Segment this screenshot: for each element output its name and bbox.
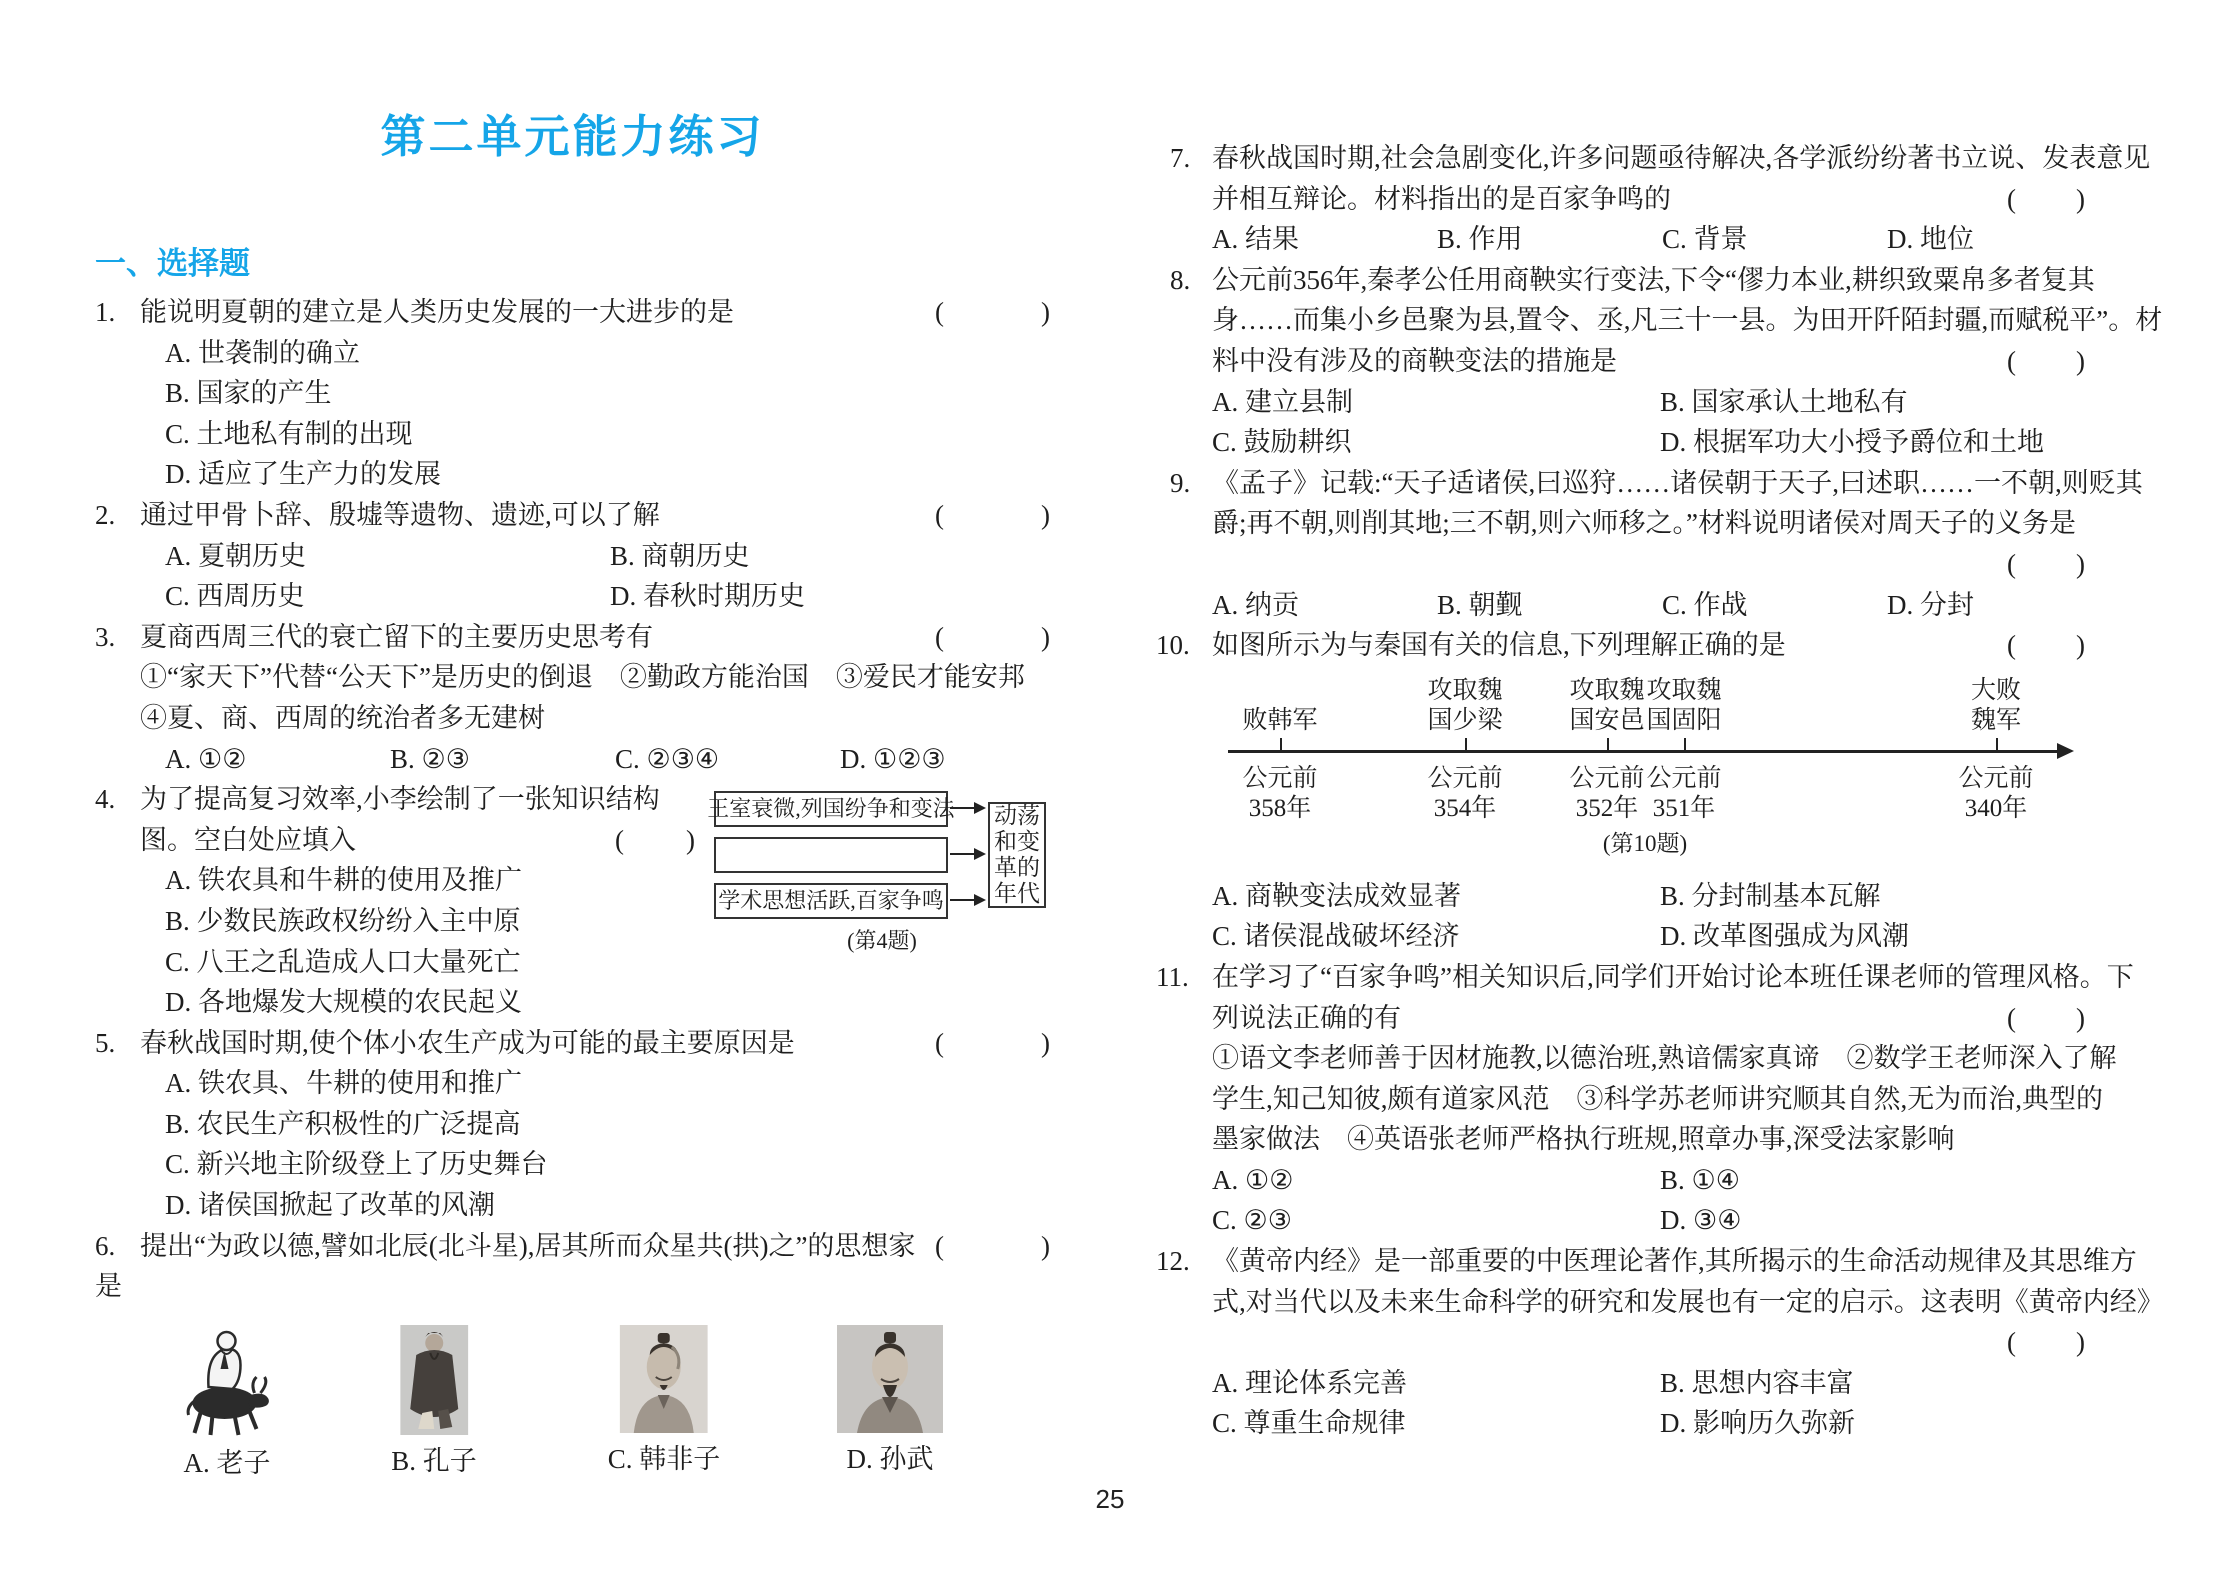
- question-4: [95, 779, 1050, 1023]
- timeline-tick: [1280, 738, 1282, 751]
- question-7-text-line2-row: [1170, 179, 2190, 220]
- page-number: 25: [1095, 1484, 1125, 1514]
- question-11-text-line2: 列说法正确的有: [1212, 1002, 1401, 1033]
- right-arrow-icon: [950, 807, 974, 809]
- timeline-year-1: 公元前 358年: [1242, 764, 1318, 822]
- question-9-option-d: D. 分封: [1887, 589, 1974, 620]
- question-11-option-c: C. ②③: [1212, 1205, 1292, 1236]
- question-7-option-c: C. 背景: [1662, 224, 1748, 255]
- question-8-options-row-1: [1170, 382, 2190, 423]
- question-11-options-row-2: [1170, 1200, 2190, 1241]
- question-3-items-1: ①“家天下”代替“公天下”是历史的倒退 ②勤政方能治国 ③爱民才能安邦: [140, 662, 1025, 693]
- question-4-text-line1: 为了提高复习效率,小李绘制了一张知识结构: [140, 784, 660, 815]
- timeline-tick: [1684, 738, 1686, 751]
- question-6: [95, 1226, 1050, 1510]
- page-title: 第二单元能力练习: [380, 111, 765, 162]
- question-9-option-b: B. 朝觐: [1437, 589, 1523, 620]
- question-6-stem: [95, 1226, 1050, 1307]
- answer-bracket: ( ): [2007, 1002, 2085, 1033]
- question-2-options-row-2: [95, 576, 1050, 617]
- question-12-bracket-row: [1170, 1322, 2190, 1363]
- question-10-text: 如图所示为与秦国有关的信息,下列理解正确的是: [1212, 630, 1786, 661]
- right-arrow-icon: [950, 853, 974, 855]
- question-11-items-1: ①语文李老师善于因材施教,以德治班,熟谙儒家真谛 ②数学王老师深入了解: [1212, 1043, 2117, 1074]
- question-11-options-row-1: [1170, 1160, 2190, 1201]
- question-9-number: 9.: [1170, 467, 1191, 498]
- question-7-text-line2: 并相互辩论。材料指出的是百家争鸣的: [1212, 183, 1671, 214]
- answer-bracket: ( ): [935, 621, 1050, 652]
- question-4-option-a: A. 铁农具和牛耕的使用及推广: [165, 865, 522, 896]
- section-header: 一、选择题: [95, 246, 250, 281]
- question-5-option-c: C. 新兴地主阶级登上了历史舞台: [165, 1149, 548, 1180]
- question-8-option-b: B. 国家承认土地私有: [1660, 386, 1908, 417]
- left-column: [95, 0, 1050, 1510]
- question-11-text-line2-row: [1170, 998, 2190, 1039]
- question-11: [1156, 957, 2190, 1241]
- question-11-items-3: 墨家做法 ④英语张老师严格执行班规,照章办事,深受法家影响: [1212, 1124, 1955, 1155]
- philosopher-figures: [95, 1325, 1050, 1510]
- figure-hanfeizi: [608, 1325, 721, 1473]
- right-arrow-icon: [950, 899, 974, 901]
- laozi-riding-ox-image: [181, 1325, 274, 1437]
- question-12-option-a: A. 理论体系完善: [1212, 1367, 1407, 1398]
- question-4-text-line2-row: [95, 820, 695, 861]
- question-8-option-a: A. 建立县制: [1212, 386, 1353, 417]
- figure-caption: (第4题): [847, 928, 917, 954]
- question-6-text: 提出“为政以德,譬如北辰(北斗星),居其所而众星共(拱)之”的思想家是: [95, 1230, 916, 1302]
- timeline-event-1: 败韩军: [1242, 706, 1318, 734]
- question-4-text-line2: 图。空白处应填入: [140, 824, 356, 855]
- timeline-axis-arrow: [1228, 750, 2058, 753]
- question-1-text: 能说明夏朝的建立是人类历史发展的一大进步的是: [140, 297, 734, 327]
- question-7-option-b: B. 作用: [1437, 224, 1523, 255]
- figure-laozi-label: A. 老子: [183, 1447, 271, 1478]
- question-10-number: 10.: [1156, 630, 1190, 661]
- figure-hanfeizi-label: C. 韩非子: [607, 1443, 721, 1474]
- question-4-option-c: C. 八王之乱造成人口大量死亡: [165, 946, 521, 977]
- answer-bracket: ( ): [2007, 183, 2085, 214]
- question-10-stem-row: [1156, 625, 2190, 666]
- question-1-option-d: D. 适应了生产力的发展: [165, 459, 441, 490]
- answer-bracket: ( ): [2007, 345, 2085, 376]
- question-4-option-b: B. 少数民族政权纷纷入主中原: [165, 905, 521, 936]
- question-5-stem: [95, 1023, 1050, 1064]
- answer-bracket: ( ): [2007, 548, 2085, 579]
- question-5-text: 春秋战国时期,使个体小农生产成为可能的最主要原因是: [140, 1027, 795, 1058]
- question-11-option-b: B. ①④: [1660, 1164, 1740, 1195]
- question-10-option-d: D. 改革图强成为风潮: [1660, 921, 1909, 952]
- question-8: [1170, 260, 2190, 463]
- answer-bracket: ( ): [935, 1230, 1050, 1261]
- knowledge-map-figure: [707, 791, 1050, 956]
- answer-bracket: ( ): [935, 1027, 1050, 1058]
- timeline-event-5: 大败 魏军: [1970, 676, 2021, 734]
- question-3-text: 夏商西周三代的衰亡留下的主要历史思考有: [140, 621, 653, 652]
- timeline-event-3: 攻取魏 国安邑: [1569, 676, 1645, 734]
- question-8-option-d: D. 根据军功大小授予爵位和土地: [1660, 427, 2044, 458]
- question-2-option-d: D. 春秋时期历史: [610, 581, 805, 612]
- question-10-options-row-2: [1170, 916, 2190, 957]
- question-11-option-d: D. ③④: [1660, 1205, 1742, 1236]
- question-2-option-c: C. 西周历史: [165, 581, 305, 612]
- answer-bracket: ( ): [615, 824, 695, 855]
- question-4-stem: [95, 779, 695, 820]
- hanfeizi-image: [620, 1325, 708, 1433]
- question-5-option-a: A. 铁农具、牛耕的使用和推广: [165, 1068, 522, 1099]
- knowledge-map-box-blank: [714, 837, 948, 873]
- question-1-option-b: B. 国家的产生: [165, 378, 332, 409]
- question-3-option-b: B. ②③: [390, 743, 470, 774]
- confucius-image: [400, 1325, 468, 1435]
- question-9: [1170, 463, 2190, 625]
- question-12-option-c: C. 尊重生命规律: [1212, 1408, 1406, 1439]
- question-5-number: 5.: [95, 1027, 116, 1058]
- question-1: [95, 292, 1050, 495]
- question-1-number: 1.: [95, 297, 116, 327]
- question-3-option-a: A. ①②: [165, 743, 247, 774]
- question-4-text-block: [95, 779, 695, 860]
- question-11-option-a: A. ①②: [1212, 1164, 1294, 1195]
- question-3-stem: [95, 617, 1050, 658]
- question-1-option-a: A. 世袭制的确立: [165, 337, 360, 368]
- question-5-option-d: D. 诸侯国掀起了改革的风潮: [165, 1190, 495, 1221]
- knowledge-map-box-1: 王室衰微,列国纷争和变法: [714, 791, 948, 827]
- question-6-number: 6.: [95, 1230, 116, 1261]
- question-11-stem: [1156, 957, 2190, 998]
- question-2-number: 2.: [95, 499, 116, 530]
- question-2-stem: [95, 495, 1050, 536]
- question-8-text-line2: 身……而集小乡邑聚为县,置令、丞,凡三十一县。为田开阡陌封疆,而赋税平”。材: [1212, 305, 2163, 336]
- sunwu-image: [837, 1325, 943, 1433]
- question-9-option-a: A. 纳贡: [1212, 589, 1299, 620]
- question-3-option-c: C. ②③④: [615, 743, 720, 774]
- timeline-year-5: 公元前 340年: [1958, 764, 2034, 822]
- question-3-options-row: [95, 739, 1050, 780]
- question-8-text-line1: 公元前356年,秦孝公任用商鞅实行变法,下令“僇力本业,耕织致粟帛多者复其: [1212, 264, 2095, 295]
- question-8-number: 8.: [1170, 264, 1191, 295]
- question-7-stem: [1170, 138, 2190, 179]
- knowledge-map-result-box: 动荡和变革的年代: [988, 802, 1046, 908]
- question-5: [95, 1023, 1050, 1226]
- question-12: [1156, 1241, 2190, 1444]
- question-3-option-d: D. ①②③: [840, 743, 946, 774]
- figure-kongzi-label: B. 孔子: [391, 1445, 477, 1476]
- question-7: [1170, 138, 2190, 260]
- question-8-text-line3: 料中没有涉及的商鞅变法的措施是: [1212, 345, 1617, 376]
- question-8-text-line3-row: [1170, 341, 2190, 382]
- question-2-options-row-1: [95, 536, 1050, 577]
- answer-bracket: ( ): [2007, 1327, 2085, 1358]
- question-11-number: 11.: [1156, 961, 1189, 992]
- question-2-option-b: B. 商朝历史: [610, 540, 750, 571]
- answer-bracket: ( ): [935, 499, 1050, 530]
- question-12-options-row-2: [1170, 1403, 2190, 1444]
- question-1-stem: [95, 292, 1050, 333]
- question-4-option-d: D. 各地爆发大规模的农民起义: [165, 987, 522, 1018]
- answer-bracket: ( ): [2007, 630, 2085, 661]
- question-7-option-d: D. 地位: [1887, 224, 1974, 255]
- question-12-stem: [1156, 1241, 2190, 1282]
- question-7-option-a: A. 结果: [1212, 224, 1299, 255]
- question-12-number: 12.: [1156, 1246, 1190, 1277]
- question-12-text-line2: 式,对当代以及未来生命科学的研究和发展也有一定的启示。这表明《黄帝内经》: [1212, 1286, 2164, 1317]
- question-3-items-2: ④夏、商、西周的统治者多无建树: [140, 702, 545, 733]
- question-12-option-d: D. 影响历久弥新: [1660, 1408, 1855, 1439]
- question-4-number: 4.: [95, 784, 116, 815]
- question-12-text-line1: 《黄帝内经》是一部重要的中医理论著作,其所揭示的生命活动规律及其思维方: [1212, 1246, 2137, 1277]
- question-3-number: 3.: [95, 621, 116, 652]
- question-9-bracket-row: [1170, 544, 2190, 585]
- qin-timeline-figure: [1170, 666, 2190, 876]
- question-9-option-c: C. 作战: [1662, 589, 1748, 620]
- question-9-text-line2: 爵;再不朝,则削其地;三不朝,则六师移之。”材料说明诸侯对周天子的义务是: [1212, 508, 2076, 539]
- right-column: [1156, 0, 2190, 1444]
- question-10-option-c: C. 诸侯混战破坏经济: [1212, 921, 1460, 952]
- question-9-options-row: [1170, 585, 2190, 626]
- timeline-year-4: 公元前 351年: [1646, 764, 1722, 822]
- question-5-option-b: B. 农民生产积极性的广泛提高: [165, 1108, 521, 1139]
- figure-sunwu-label: D. 孙武: [846, 1443, 934, 1474]
- figure-caption: (第10题): [1602, 830, 1688, 856]
- figure-laozi: [181, 1325, 274, 1477]
- figure-sunwu: [837, 1325, 943, 1473]
- knowledge-map-box-3: 学术思想活跃,百家争鸣: [714, 883, 948, 919]
- question-12-option-b: B. 思想内容丰富: [1660, 1367, 1854, 1398]
- timeline-event-4: 攻取魏 国固阳: [1646, 676, 1722, 734]
- question-7-options-row: [1170, 219, 2190, 260]
- question-9-text-line1: 《孟子》记载:“天子适诸侯,曰巡狩……诸侯朝于天子,曰述职……一不朝,则贬其: [1212, 467, 2143, 498]
- timeline-year-2: 公元前 354年: [1427, 764, 1503, 822]
- question-3: [95, 617, 1050, 779]
- question-8-option-c: C. 鼓励耕织: [1212, 427, 1352, 458]
- question-10: [1156, 625, 2190, 957]
- question-8-options-row-2: [1170, 422, 2190, 463]
- question-10-option-b: B. 分封制基本瓦解: [1660, 880, 1881, 911]
- question-2-option-a: A. 夏朝历史: [165, 540, 306, 571]
- question-10-options-row-1: [1170, 876, 2190, 917]
- question-9-stem: [1170, 463, 2190, 504]
- question-7-number: 7.: [1170, 143, 1191, 173]
- answer-bracket: ( ): [935, 297, 1050, 327]
- timeline-tick: [1996, 738, 1998, 751]
- question-7-text-line1: 春秋战国时期,社会急剧变化,许多问题亟待解决,各学派纷纷著书立说、发表意见: [1212, 143, 2151, 173]
- question-11-text-line1: 在学习了“百家争鸣”相关知识后,同学们开始讨论本班任课老师的管理风格。下: [1212, 961, 2134, 992]
- question-2-text: 通过甲骨卜辞、殷墟等遗物、遗迹,可以了解: [140, 499, 660, 530]
- question-2: [95, 495, 1050, 617]
- timeline-tick: [1607, 738, 1609, 751]
- figure-kongzi: [391, 1325, 477, 1475]
- question-12-options-row-1: [1170, 1363, 2190, 1404]
- question-11-items-2: 学生,知己知彼,颇有道家风范 ③科学苏老师讲究顺其自然,无为而治,典型的: [1212, 1083, 2103, 1114]
- timeline-event-2: 攻取魏 国少梁: [1427, 676, 1503, 734]
- timeline-year-3: 公元前 352年: [1569, 764, 1645, 822]
- question-10-option-a: A. 商鞅变法成效显著: [1212, 880, 1461, 911]
- question-1-option-c: C. 土地私有制的出现: [165, 418, 413, 449]
- timeline-tick: [1465, 738, 1467, 751]
- question-8-stem: [1170, 260, 2190, 301]
